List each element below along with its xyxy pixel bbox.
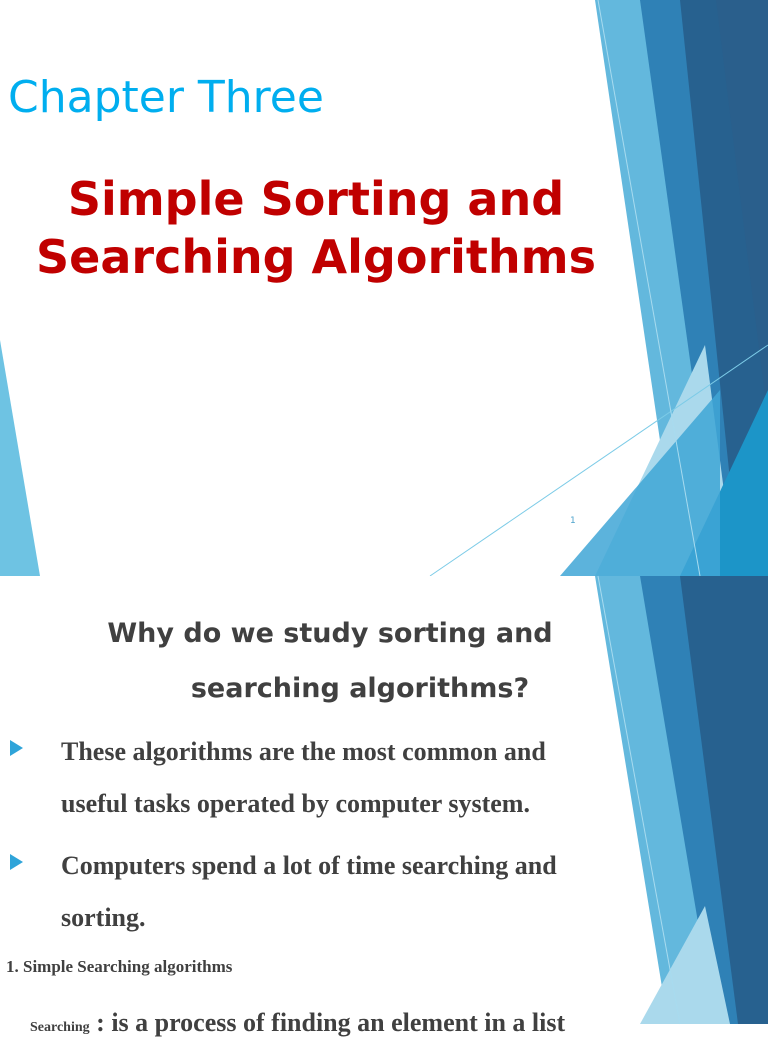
bullet-text xyxy=(61,726,621,830)
bullet-line: Computers spend a lot of time searching and xyxy=(61,851,557,880)
main-title-line-2: Searching Algorithms xyxy=(36,230,596,284)
chapter-title: Chapter Three xyxy=(8,72,324,123)
bullet-line: useful tasks operated by computer system. xyxy=(61,789,530,818)
definition-term: Searching xyxy=(30,1020,90,1035)
bullet-text xyxy=(61,840,621,944)
bullet-arrow-icon xyxy=(10,740,23,756)
main-title-line-1: Simple Sorting and xyxy=(67,172,565,226)
main-title xyxy=(0,170,632,286)
page-number: 1 xyxy=(570,516,576,526)
bullet-line: sorting. xyxy=(61,903,146,932)
heading-line-2: searching algorithms? xyxy=(190,673,530,704)
definition-text: is a process of finding an element in a list xyxy=(111,1008,566,1037)
bullet-arrow-icon xyxy=(10,854,23,870)
heading-line-1: Why do we study sorting and xyxy=(107,618,553,649)
slide-2 xyxy=(0,576,768,1037)
left-accent-triangle xyxy=(0,340,40,576)
numbered-item: 1. Simple Searching algorithms xyxy=(6,957,233,976)
slide-2-heading xyxy=(60,606,600,716)
bullet-line: These algorithms are the most common and xyxy=(61,737,546,766)
bottom-accent-triangle xyxy=(560,390,720,576)
searching-definition: Searching : is a process of finding an element in a list xyxy=(30,1008,566,1037)
